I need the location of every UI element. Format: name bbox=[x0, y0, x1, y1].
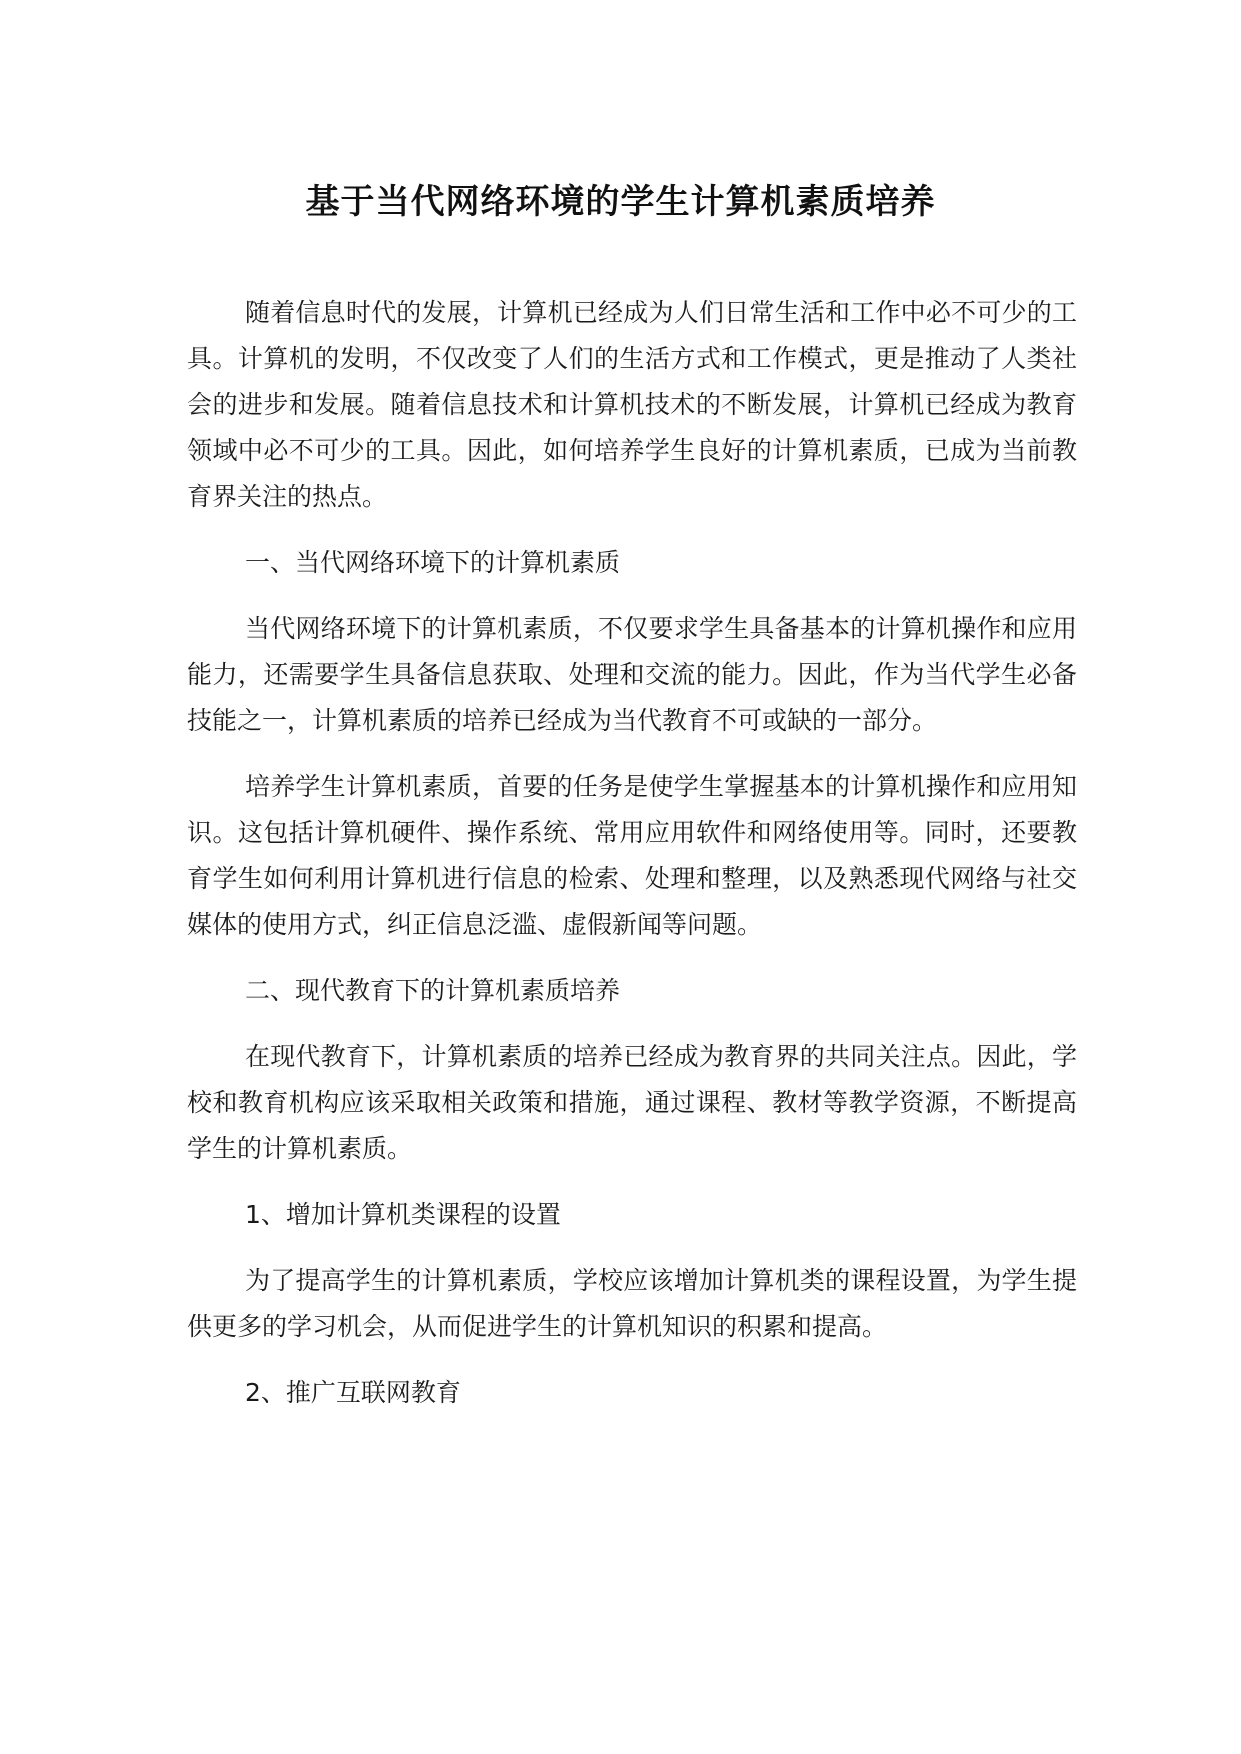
section-heading-1: 一、当代网络环境下的计算机素质 bbox=[245, 548, 621, 577]
section-heading-2: 二、现代教育下的计算机素质培养 bbox=[245, 976, 621, 1005]
paragraph-section-2a: 在现代教育下，计算机素质的培养已经成为教育界的共同关注点。因此，学校和教育机构应该采取相关政策和措施，通过课程、教材等教学资源，不断提高学生的计算机素质。 bbox=[187, 1042, 1077, 1163]
document-body bbox=[187, 290, 1077, 1436]
paragraph-section-1b: 培养学生计算机素质，首要的任务是使学生掌握基本的计算机操作和应用知识。这包括计算机硬件、操作系统、常用应用软件和网络使用等。同时，还要教育学生如何利用计算机进行信息的检索、处理和整理，以及熟悉现代网络与社交媒体的使用方式，纠正信息泛滥、虚假新闻等问题。 bbox=[187, 772, 1077, 939]
document-title: 基于当代网络环境的学生计算机素质培养 bbox=[305, 182, 936, 222]
subsection-heading-1: 1、增加计算机类课程的设置 bbox=[245, 1200, 561, 1229]
paragraph-subsection-1: 为了提高学生的计算机素质，学校应该增加计算机类的课程设置，为学生提供更多的学习机会，从而促进学生的计算机知识的积累和提高。 bbox=[187, 1266, 1077, 1341]
paragraph-section-1a: 当代网络环境下的计算机素质，不仅要求学生具备基本的计算机操作和应用能力，还需要学生具备信息获取、处理和交流的能力。因此，作为当代学生必备技能之一，计算机素质的培养已经成为当代教育不可或缺的一部分。 bbox=[187, 614, 1077, 735]
subsection-heading-2: 2、推广互联网教育 bbox=[245, 1378, 461, 1407]
paragraph-intro: 随着信息时代的发展，计算机已经成为人们日常生活和工作中必不可少的工具。计算机的发明，不仅改变了人们的生活方式和工作模式，更是推动了人类社会的进步和发展。随着信息技术和计算机技术的不断发展，计算机已经成为教育领域中必不可少的工具。因此，如何培养学生良好的计算机素质，已成为当前教育界关注的热点。 bbox=[187, 298, 1077, 511]
